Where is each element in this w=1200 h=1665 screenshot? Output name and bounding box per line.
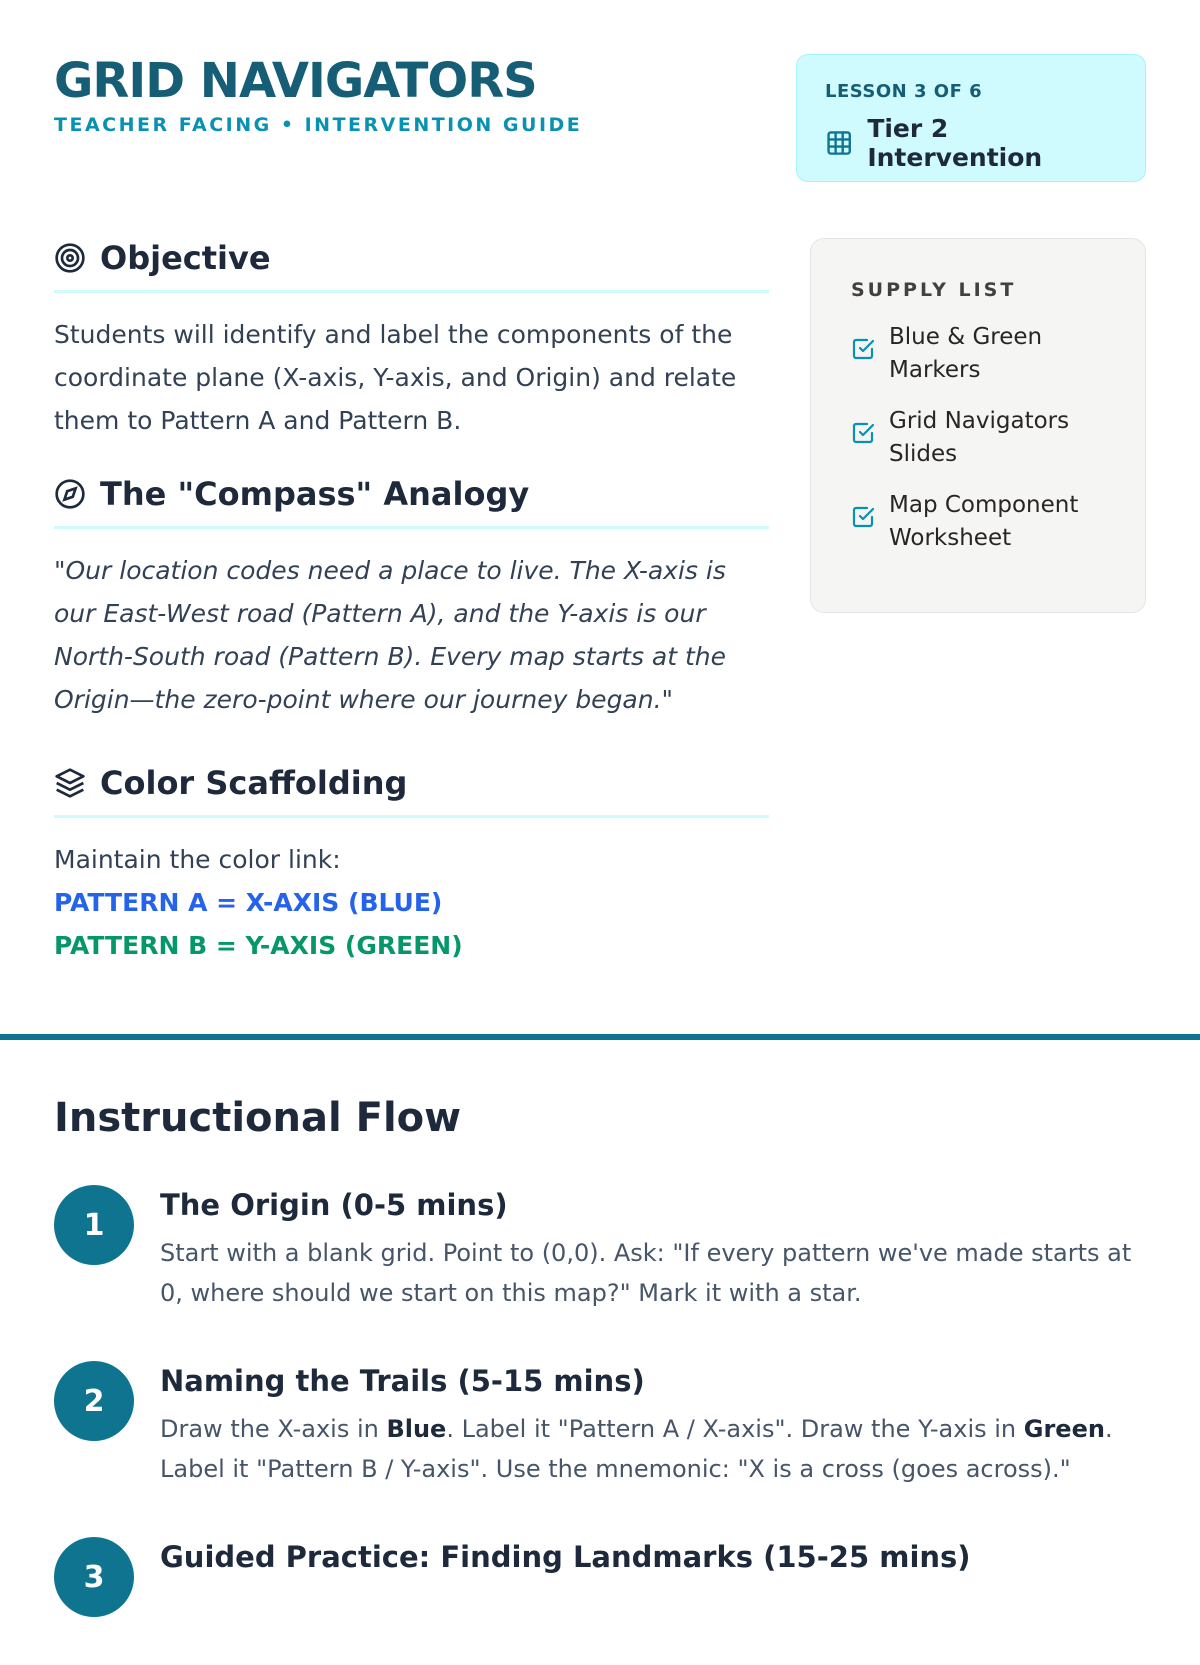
supply-item bbox=[851, 321, 1105, 387]
scaffolding-intro: Maintain the color link: bbox=[54, 845, 341, 874]
step-description bbox=[160, 1409, 1154, 1489]
step-desc-bold: Green bbox=[1023, 1415, 1105, 1443]
flow-step bbox=[54, 1185, 1154, 1313]
layers-icon bbox=[54, 767, 86, 799]
step-title: Naming the Trails (5-15 mins) bbox=[160, 1364, 645, 1398]
objective-heading: Objective bbox=[100, 239, 271, 277]
checkbox-icon bbox=[851, 421, 875, 445]
analogy-heading: The "Compass" Analogy bbox=[100, 475, 530, 513]
scaffolding-body bbox=[54, 838, 769, 967]
flow-step bbox=[54, 1537, 1154, 1617]
scaffolding-heading-row bbox=[54, 761, 769, 818]
supply-item bbox=[851, 405, 1105, 471]
flow-title: Instructional Flow bbox=[54, 1095, 462, 1141]
tier-label: Tier 2 Intervention bbox=[867, 114, 1043, 172]
supply-item-label: Grid Navigators Slides bbox=[889, 408, 1070, 467]
page-subtitle: TEACHER FACING • INTERVENTION GUIDE bbox=[54, 114, 583, 136]
objective-section bbox=[54, 236, 769, 442]
step-desc-part: Draw the X-axis in bbox=[160, 1415, 387, 1443]
compass-icon bbox=[54, 478, 86, 510]
analogy-section bbox=[54, 472, 769, 721]
step-content bbox=[160, 1539, 971, 1575]
instructional-flow bbox=[54, 1095, 1154, 1665]
tier-row bbox=[825, 114, 1117, 172]
step-content bbox=[160, 1187, 1154, 1313]
supply-item-label: Blue & Green Markers bbox=[889, 324, 1043, 383]
pattern-b-line: PATTERN B = Y-AXIS (GREEN) bbox=[54, 931, 463, 960]
step-title: Guided Practice: Finding Landmarks (15-25 mins) bbox=[160, 1540, 971, 1574]
pattern-a-line: PATTERN A = X-AXIS (BLUE) bbox=[54, 888, 443, 917]
step-content bbox=[160, 1363, 1154, 1489]
scaffolding-section bbox=[54, 761, 769, 967]
scaffolding-heading: Color Scaffolding bbox=[100, 764, 408, 802]
step-desc-part: . Label it "Pattern B / Y-axis". Use the mnemonic: "X is a cross (goes across)." bbox=[160, 1415, 1113, 1483]
page-header bbox=[54, 52, 582, 136]
step-number-badge: 2 bbox=[54, 1361, 134, 1441]
supply-list-card bbox=[810, 238, 1146, 613]
step-desc-bold: Blue bbox=[386, 1415, 447, 1443]
analogy-quote: "Our location codes need a place to live. The X-axis is our East-West road (Pattern A), and the Y-axis is our North-South road (Pattern B). Every map starts at the Origin—the zero-point where our journey began." bbox=[54, 556, 727, 714]
checkbox-icon bbox=[851, 505, 875, 529]
page-title: GRID NAVIGATORS bbox=[54, 53, 537, 109]
step-desc-part: . Label it "Pattern A / X-axis". Draw the Y-axis in bbox=[446, 1415, 1024, 1443]
checkbox-icon bbox=[851, 337, 875, 361]
supply-list-heading: SUPPLY LIST bbox=[851, 279, 1017, 301]
step-description: Start with a blank grid. Point to (0,0). Ask: "If every pattern we've made starts at 0, where should we start on this map?" Mark it with a star. bbox=[160, 1239, 1132, 1307]
section-divider bbox=[0, 1034, 1200, 1040]
analogy-heading-row bbox=[54, 472, 769, 529]
grid-icon bbox=[825, 128, 853, 158]
supply-item bbox=[851, 489, 1105, 555]
flow-step bbox=[54, 1361, 1154, 1489]
objective-heading-row bbox=[54, 236, 769, 293]
lesson-card bbox=[796, 54, 1146, 182]
lesson-number: LESSON 3 OF 6 bbox=[825, 81, 983, 102]
step-number-badge: 1 bbox=[54, 1185, 134, 1265]
step-title: The Origin (0-5 mins) bbox=[160, 1188, 508, 1222]
main-content bbox=[54, 236, 769, 967]
supply-item-label: Map Component Worksheet bbox=[889, 492, 1079, 551]
step-number-badge: 3 bbox=[54, 1537, 134, 1617]
target-icon bbox=[54, 242, 86, 274]
objective-text: Students will identify and label the components of the coordinate plane (X-axis, Y-axis, and Origin) and relate them to Pattern A and Pattern B. bbox=[54, 320, 737, 435]
